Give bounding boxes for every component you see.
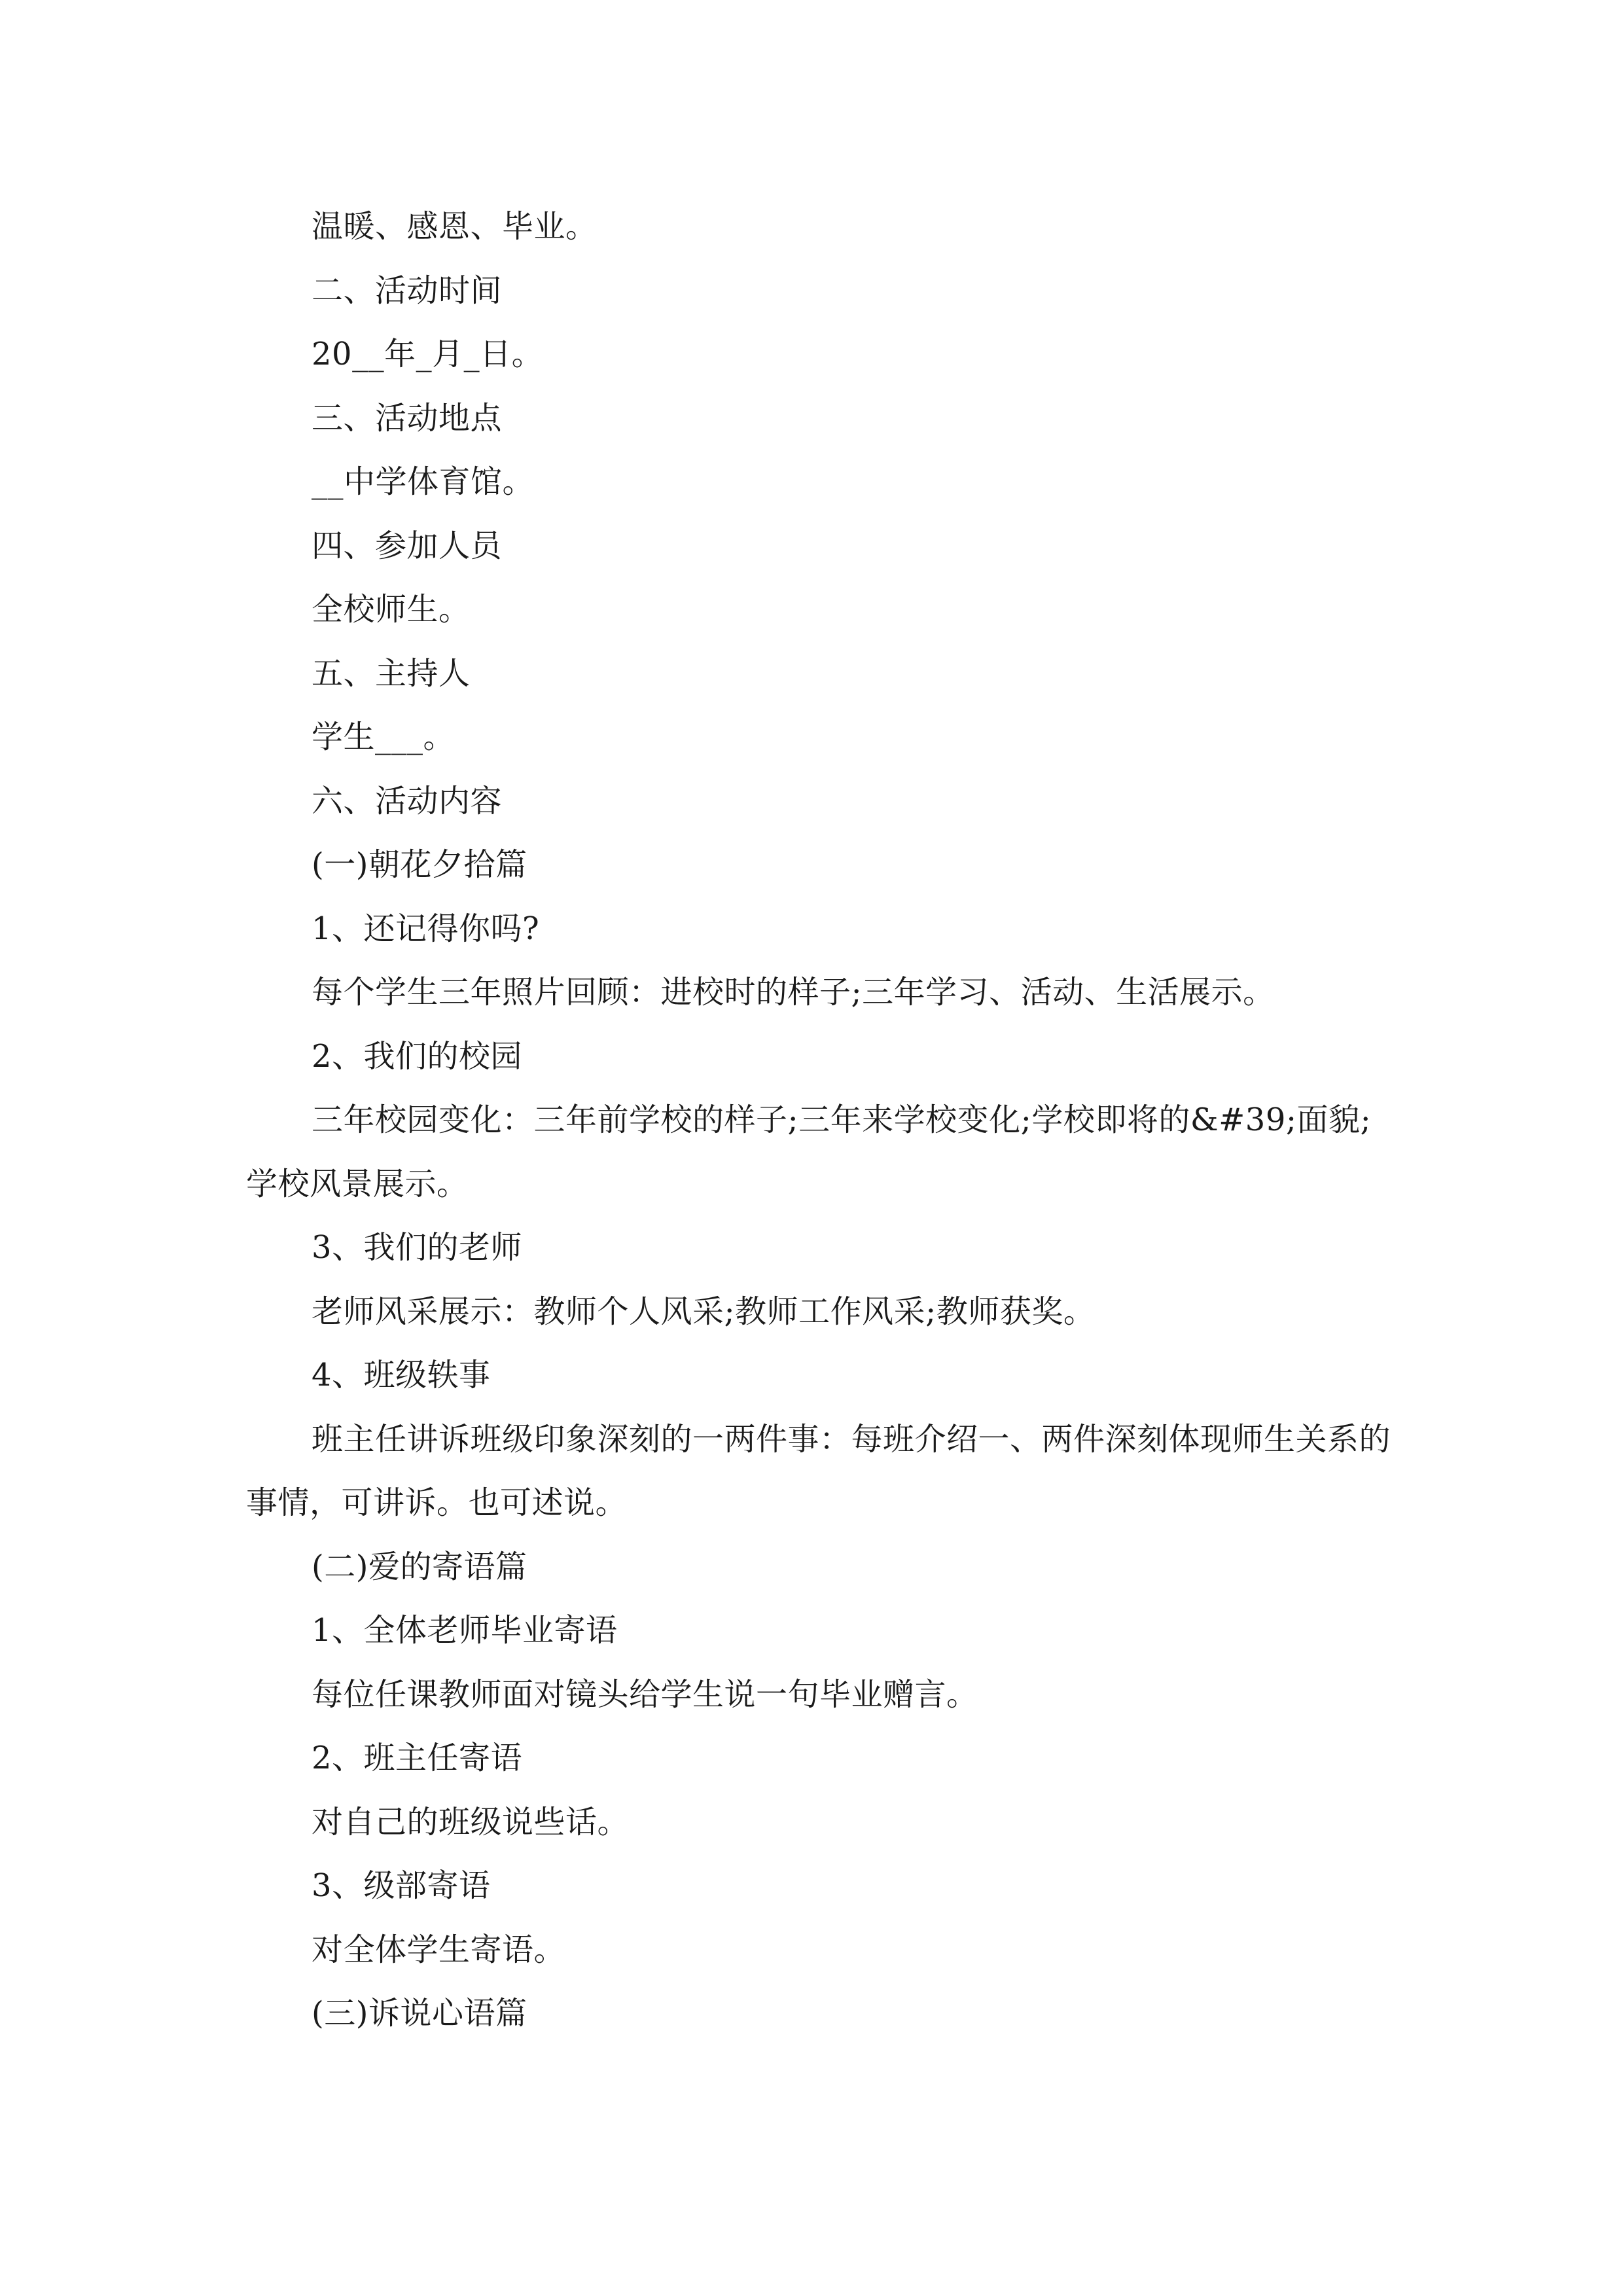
paragraph: 温暖、感恩、毕业。 xyxy=(312,208,597,245)
section-heading: 六、活动内容 xyxy=(312,782,503,819)
document-body xyxy=(246,195,1398,2046)
paragraph: 每位任课教师面对镜头给学生说一句毕业赠言。 xyxy=(312,1676,978,1713)
paragraph: 每个学生三年照片回顾：进校时的样子;三年学习、活动、生活展示。 xyxy=(312,974,1275,1011)
subsection-heading: (三)诉说心语篇 xyxy=(312,1995,527,2032)
paragraph: 班主任讲诉班级印象深刻的一两件事：每班介绍一、两件深刻体现师生关系的事情，可讲诉。也可述说。 xyxy=(246,1420,1391,1521)
paragraph: 老师风采展示：教师个人风采;教师工作风采;教师获奖。 xyxy=(312,1293,1096,1330)
subsection-heading: (一)朝花夕拾篇 xyxy=(312,846,527,883)
item-heading: 1、全体老师毕业寄语 xyxy=(312,1612,618,1649)
item-heading: 2、我们的校园 xyxy=(312,1037,523,1075)
paragraph: __中学体育馆。 xyxy=(312,463,535,500)
item-heading: 2、班主任寄语 xyxy=(312,1740,523,1776)
paragraph: 20__年_月_日。 xyxy=(312,336,544,372)
paragraph: 对自己的班级说些话。 xyxy=(312,1803,630,1840)
section-heading: 二、活动时间 xyxy=(312,272,503,309)
paragraph: 对全体学生寄语。 xyxy=(312,1931,566,1968)
section-heading: 三、活动地点 xyxy=(312,399,503,437)
item-heading: 3、级部寄语 xyxy=(312,1867,491,1904)
paragraph: 全校师生。 xyxy=(312,591,471,628)
item-heading: 1、还记得你吗? xyxy=(312,910,540,947)
subsection-heading: (二)爱的寄语篇 xyxy=(312,1548,527,1585)
section-heading: 四、参加人员 xyxy=(312,527,503,564)
item-heading: 3、我们的老师 xyxy=(312,1229,523,1266)
paragraph: 三年校园变化：三年前学校的样子;三年来学校变化;学校即将的&#39;面貌;学校风景展示。 xyxy=(246,1102,1372,1202)
section-heading: 五、主持人 xyxy=(312,655,471,692)
paragraph: 学生___。 xyxy=(312,719,455,755)
item-heading: 4、班级轶事 xyxy=(312,1357,491,1393)
